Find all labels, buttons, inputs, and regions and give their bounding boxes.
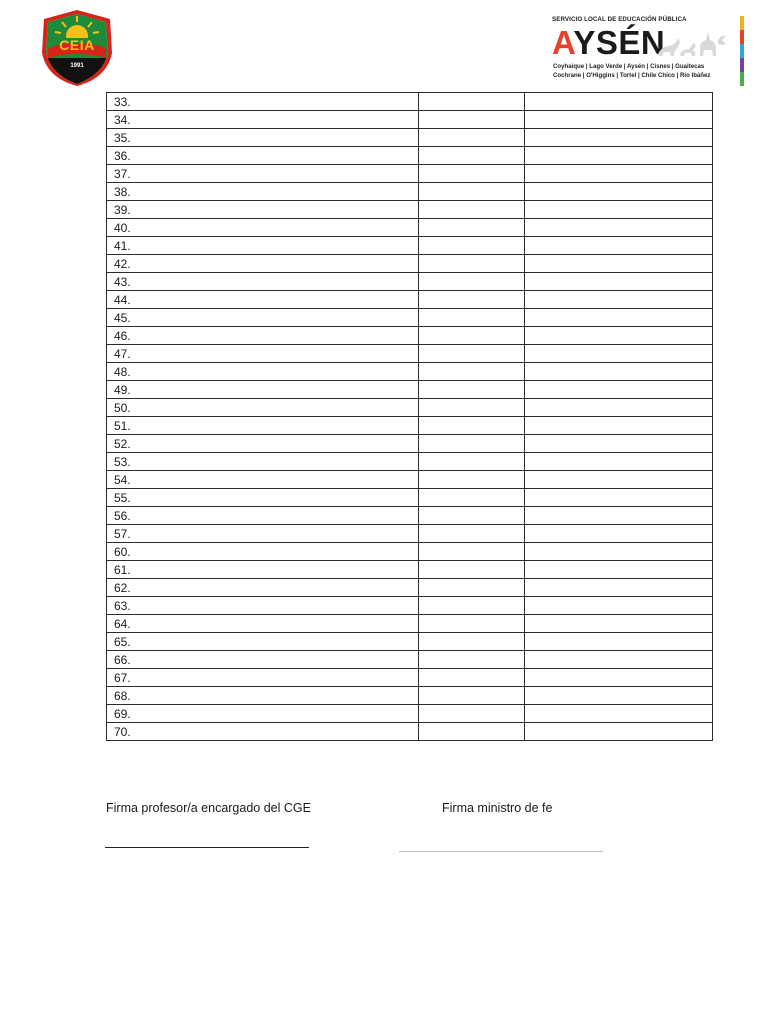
blank-cell	[419, 381, 525, 399]
row-number-cell: 69.	[107, 705, 419, 723]
blank-cell	[419, 399, 525, 417]
table-row	[107, 453, 713, 471]
table-row	[107, 471, 713, 489]
row-number-cell: 70.	[107, 723, 419, 741]
blank-cell	[525, 381, 713, 399]
row-number-cell: 45.	[107, 309, 419, 327]
teacher-signature-line	[105, 847, 309, 848]
blank-cell	[419, 363, 525, 381]
blank-cell	[419, 111, 525, 129]
blank-cell	[525, 615, 713, 633]
blank-cell	[525, 363, 713, 381]
aysen-wordmark	[552, 25, 665, 61]
blank-cell	[419, 687, 525, 705]
table-row	[107, 345, 713, 363]
student-roster-table	[106, 92, 713, 741]
row-number-cell: 66.	[107, 651, 419, 669]
row-number-cell: 37.	[107, 165, 419, 183]
table-row	[107, 489, 713, 507]
blank-cell	[419, 345, 525, 363]
row-number-cell: 55.	[107, 489, 419, 507]
table-row	[107, 561, 713, 579]
row-number-cell: 61.	[107, 561, 419, 579]
blank-cell	[419, 183, 525, 201]
row-number-cell: 41.	[107, 237, 419, 255]
blank-cell	[419, 669, 525, 687]
blank-cell	[419, 327, 525, 345]
blank-cell	[525, 543, 713, 561]
table-row	[107, 201, 713, 219]
communes-line-1: Coyhaique | Lago Verde | Aysén | Cisnes | Guaitecas	[553, 63, 705, 70]
blank-cell	[525, 309, 713, 327]
table-row	[107, 579, 713, 597]
blank-cell	[419, 615, 525, 633]
roster-table-body	[107, 93, 713, 741]
row-number-cell: 34.	[107, 111, 419, 129]
table-row	[107, 363, 713, 381]
blank-cell	[419, 129, 525, 147]
blank-cell	[419, 471, 525, 489]
communes-line-2: Cochrane | O'Higgins | Tortel | Chile Chico | Río Ibáñez	[553, 72, 711, 79]
blank-cell	[419, 237, 525, 255]
table-row	[107, 705, 713, 723]
table-row	[107, 525, 713, 543]
blank-cell	[419, 435, 525, 453]
table-row	[107, 597, 713, 615]
table-row	[107, 219, 713, 237]
row-number-cell: 38.	[107, 183, 419, 201]
table-row	[107, 129, 713, 147]
row-number-cell: 63.	[107, 597, 419, 615]
aysen-wordmark-first: A	[552, 24, 574, 61]
row-number-cell: 56.	[107, 507, 419, 525]
table-row	[107, 435, 713, 453]
blank-cell	[525, 183, 713, 201]
color-stripe-icon	[740, 16, 744, 86]
blank-cell	[419, 651, 525, 669]
blank-cell	[419, 147, 525, 165]
blank-cell	[525, 129, 713, 147]
blank-cell	[525, 471, 713, 489]
teacher-signature-label: Firma profesor/a encargado del CGE	[106, 801, 311, 815]
blank-cell	[419, 723, 525, 741]
row-number-cell: 64.	[107, 615, 419, 633]
table-row	[107, 651, 713, 669]
blank-cell	[525, 561, 713, 579]
table-row	[107, 147, 713, 165]
blank-cell	[525, 687, 713, 705]
blank-cell	[419, 291, 525, 309]
blank-cell	[525, 525, 713, 543]
row-number-cell: 51.	[107, 417, 419, 435]
table-row	[107, 543, 713, 561]
blank-cell	[419, 309, 525, 327]
blank-cell	[525, 93, 713, 111]
table-row	[107, 633, 713, 651]
blank-cell	[525, 453, 713, 471]
blank-cell	[419, 543, 525, 561]
table-row	[107, 291, 713, 309]
blank-cell	[525, 219, 713, 237]
blank-cell	[419, 705, 525, 723]
blank-cell	[419, 93, 525, 111]
blank-cell	[525, 273, 713, 291]
row-number-cell: 50.	[107, 399, 419, 417]
row-number-cell: 44.	[107, 291, 419, 309]
row-number-cell: 62.	[107, 579, 419, 597]
row-number-cell: 48.	[107, 363, 419, 381]
row-number-cell: 53.	[107, 453, 419, 471]
row-number-cell: 47.	[107, 345, 419, 363]
row-number-cell: 54.	[107, 471, 419, 489]
blank-cell	[525, 507, 713, 525]
blank-cell	[419, 489, 525, 507]
row-number-cell: 43.	[107, 273, 419, 291]
blank-cell	[419, 507, 525, 525]
table-row	[107, 183, 713, 201]
aysen-wordmark-rest: YSÉN	[573, 24, 666, 61]
table-row	[107, 381, 713, 399]
blank-cell	[419, 525, 525, 543]
row-number-cell: 52.	[107, 435, 419, 453]
row-number-cell: 60.	[107, 543, 419, 561]
row-number-cell: 35.	[107, 129, 419, 147]
slep-caption: SERVICIO LOCAL DE EDUCACIÓN PÚBLICA	[552, 16, 687, 23]
table-row	[107, 111, 713, 129]
blank-cell	[525, 291, 713, 309]
slep-aysen-logo	[552, 16, 748, 88]
row-number-cell: 36.	[107, 147, 419, 165]
blank-cell	[525, 165, 713, 183]
blank-cell	[419, 561, 525, 579]
blank-cell	[419, 165, 525, 183]
blank-cell	[525, 345, 713, 363]
blank-cell	[419, 417, 525, 435]
blank-cell	[525, 399, 713, 417]
blank-cell	[525, 723, 713, 741]
blank-cell	[525, 651, 713, 669]
table-row	[107, 273, 713, 291]
blank-cell	[525, 255, 713, 273]
table-row	[107, 399, 713, 417]
ceia-logo-year: 1991	[70, 63, 84, 69]
fauna-silhouette-icon	[656, 28, 728, 58]
blank-cell	[525, 327, 713, 345]
row-number-cell: 33.	[107, 93, 419, 111]
row-number-cell: 46.	[107, 327, 419, 345]
blank-cell	[525, 669, 713, 687]
ceia-logo-text: CEIA	[59, 37, 95, 53]
row-number-cell: 65.	[107, 633, 419, 651]
ceia-logo	[40, 8, 114, 86]
table-row	[107, 507, 713, 525]
blank-cell	[419, 633, 525, 651]
blank-cell	[419, 273, 525, 291]
blank-cell	[525, 489, 713, 507]
row-number-cell: 42.	[107, 255, 419, 273]
table-row	[107, 327, 713, 345]
table-row	[107, 723, 713, 741]
blank-cell	[525, 237, 713, 255]
blank-cell	[419, 219, 525, 237]
blank-cell	[419, 597, 525, 615]
blank-cell	[419, 453, 525, 471]
table-row	[107, 309, 713, 327]
blank-cell	[419, 255, 525, 273]
witness-signature-label: Firma ministro de fe	[442, 801, 553, 815]
table-row	[107, 93, 713, 111]
witness-signature-line	[399, 851, 603, 852]
blank-cell	[525, 597, 713, 615]
blank-cell	[525, 705, 713, 723]
table-row	[107, 237, 713, 255]
table-row	[107, 615, 713, 633]
row-number-cell: 67.	[107, 669, 419, 687]
table-row	[107, 165, 713, 183]
table-row	[107, 255, 713, 273]
row-number-cell: 57.	[107, 525, 419, 543]
blank-cell	[525, 147, 713, 165]
blank-cell	[525, 435, 713, 453]
row-number-cell: 49.	[107, 381, 419, 399]
blank-cell	[525, 201, 713, 219]
row-number-cell: 39.	[107, 201, 419, 219]
table-row	[107, 687, 713, 705]
blank-cell	[525, 111, 713, 129]
table-row	[107, 669, 713, 687]
blank-cell	[419, 579, 525, 597]
blank-cell	[419, 201, 525, 219]
blank-cell	[525, 417, 713, 435]
row-number-cell: 68.	[107, 687, 419, 705]
row-number-cell: 40.	[107, 219, 419, 237]
table-row	[107, 417, 713, 435]
blank-cell	[525, 579, 713, 597]
blank-cell	[525, 633, 713, 651]
